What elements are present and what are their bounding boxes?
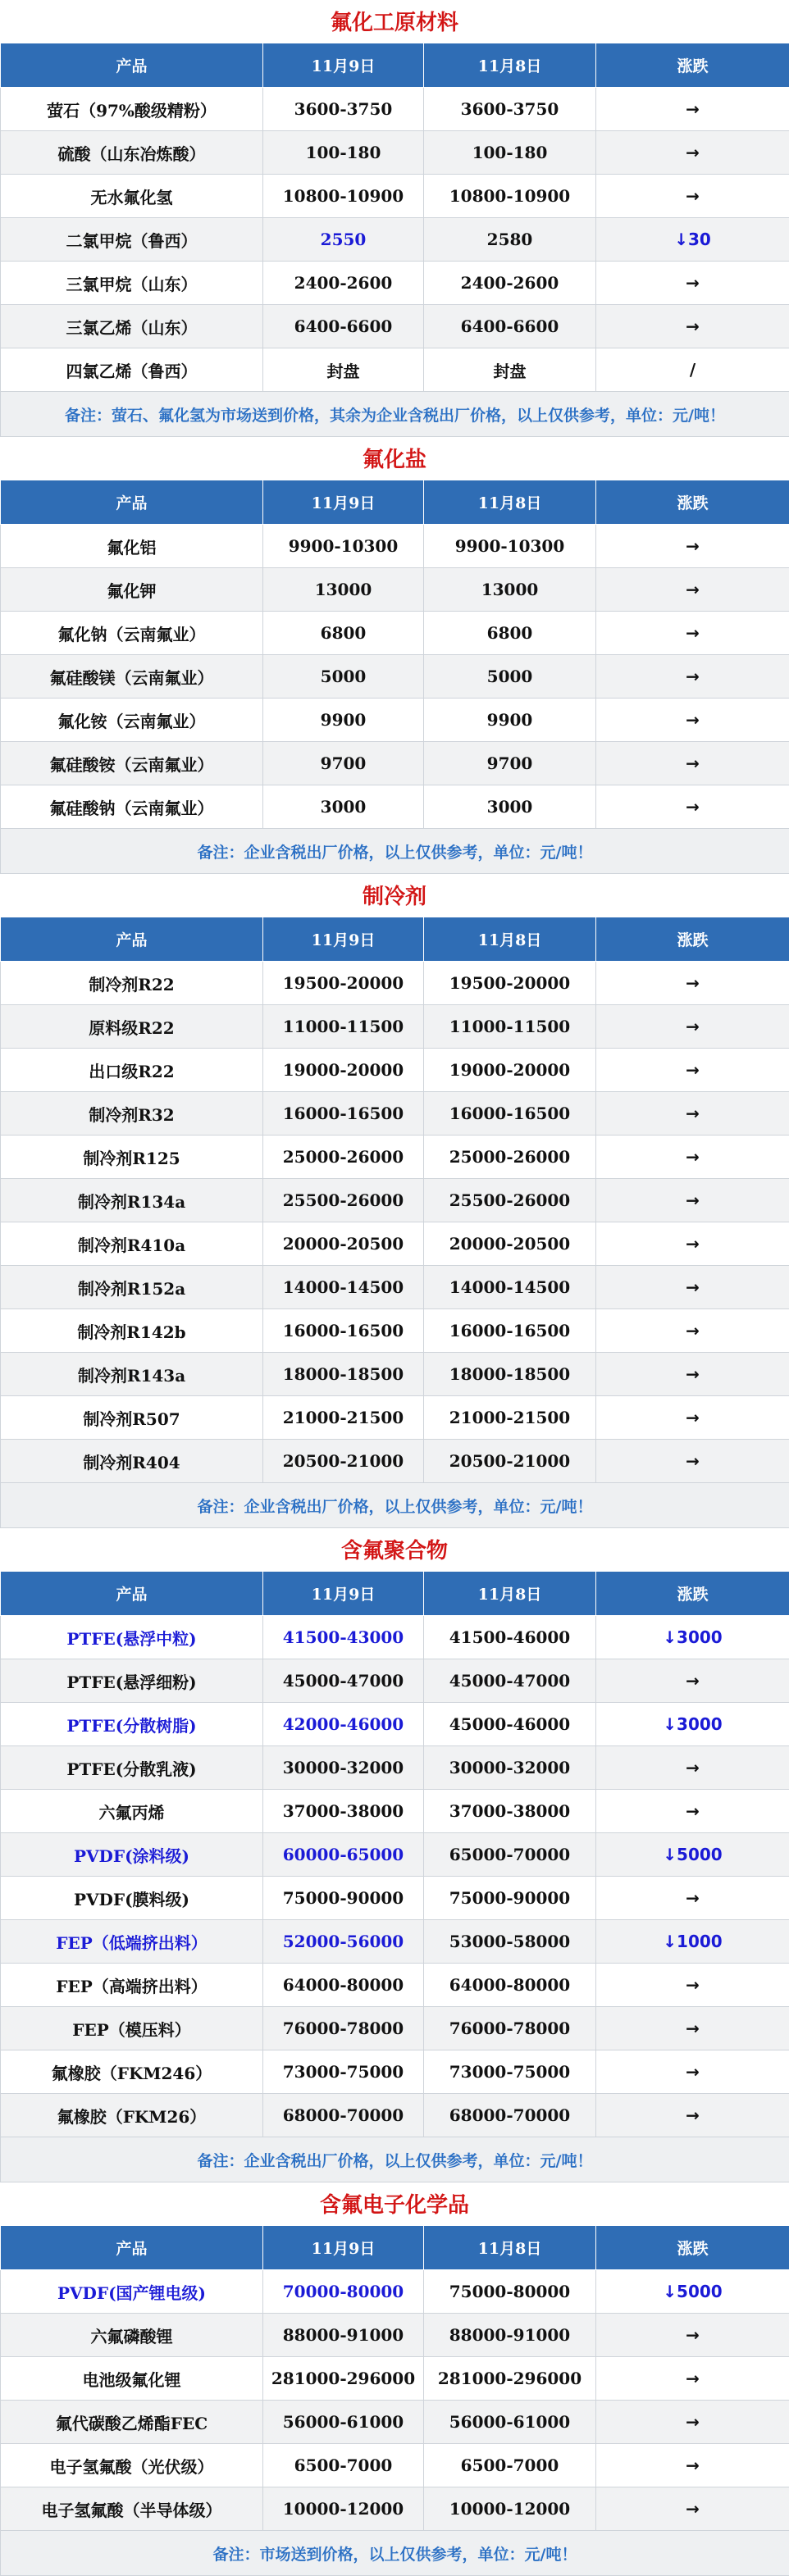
price-nov8: 14000-14500 [424,1266,596,1309]
price-nov9: 14000-14500 [263,1266,424,1309]
price-nov8: 11000-11500 [424,1005,596,1049]
price-change: / [596,348,789,392]
product-name: 出口级R22 [1,1049,263,1092]
price-change: ↓5000 [596,1833,789,1877]
price-change: → [596,1222,789,1266]
table-row [1,348,789,392]
table-row [1,742,789,785]
price-change: ↓3000 [596,1703,789,1746]
section-note: 备注：萤石、氟化氢为市场送到价格，其余为企业含税出厂价格，以上仅供参考，单位：元/吨！ [1,392,789,437]
product-name: 萤石（97%酸级精粉） [1,88,263,131]
price-nov8: 68000-70000 [424,2094,596,2137]
price-nov9: 42000-46000 [263,1703,424,1746]
table-row [1,1440,789,1483]
col-nov9-header: 11月9日 [263,917,424,962]
col-nov8-header: 11月8日 [424,917,596,962]
table-row [1,962,789,1005]
price-change: → [596,962,789,1005]
table-row [1,1353,789,1396]
product-name: 氟化钠（云南氟业） [1,612,263,655]
col-nov8-header: 11月8日 [424,2226,596,2270]
table-row [1,1049,789,1092]
col-nov9-header: 11月9日 [263,480,424,525]
product-name: 氟化钾 [1,568,263,612]
price-change: → [596,262,789,305]
section-title: 氟化盐 [0,437,789,480]
price-change: ↓3000 [596,1616,789,1659]
price-change: ↓5000 [596,2270,789,2314]
price-nov8: 45000-46000 [424,1703,596,1746]
note-row [1,1483,789,1528]
price-change: → [596,1092,789,1136]
table-row [1,1703,789,1746]
table-row [1,785,789,829]
price-change: → [596,1005,789,1049]
price-nov8: 25000-26000 [424,1136,596,1179]
price-nov9: 76000-78000 [263,2007,424,2050]
col-change-header: 涨跌 [596,917,789,962]
product-name: PVDF(膜料级) [1,1877,263,1920]
product-name: PVDF(涂料级) [1,1833,263,1877]
price-nov9: 16000-16500 [263,1309,424,1353]
table-row [1,2270,789,2314]
table-row [1,612,789,655]
product-name: 制冷剂R134a [1,1179,263,1222]
table-row [1,1005,789,1049]
price-nov9: 20500-21000 [263,1440,424,1483]
product-name: 制冷剂R22 [1,962,263,1005]
price-change: → [596,88,789,131]
price-nov8: 6800 [424,612,596,655]
table-row [1,525,789,568]
price-change: ↓1000 [596,1920,789,1964]
product-name: 制冷剂R32 [1,1092,263,1136]
product-name: 电池级氟化锂 [1,2357,263,2401]
price-nov8: 73000-75000 [424,2050,596,2094]
price-nov8: 56000-61000 [424,2401,596,2444]
price-nov8: 6400-6600 [424,305,596,348]
price-nov9: 9700 [263,742,424,785]
price-change: → [596,2401,789,2444]
price-nov9: 45000-47000 [263,1659,424,1703]
table-row [1,1877,789,1920]
section-note: 备注：企业含税出厂价格，以上仅供参考，单位：元/吨！ [1,1483,789,1528]
price-nov9: 6500-7000 [263,2444,424,2487]
table-row [1,699,789,742]
price-nov8: 30000-32000 [424,1746,596,1790]
price-nov9: 3000 [263,785,424,829]
price-nov8: 21000-21500 [424,1396,596,1440]
price-nov9: 19000-20000 [263,1049,424,1092]
product-name: FEP（高端挤出料） [1,1964,263,2007]
note-row [1,392,789,437]
product-name: FEP（模压料） [1,2007,263,2050]
col-change-header: 涨跌 [596,43,789,88]
table-row [1,175,789,218]
table-row [1,262,789,305]
price-nov8: 3000 [424,785,596,829]
price-nov8: 9900-10300 [424,525,596,568]
product-name: PVDF(国产锂电级) [1,2270,263,2314]
table-row [1,2357,789,2401]
price-nov9: 21000-21500 [263,1396,424,1440]
product-name: 原料级R22 [1,1005,263,1049]
price-nov9: 41500-43000 [263,1616,424,1659]
price-change: → [596,568,789,612]
price-nov8: 13000 [424,568,596,612]
price-nov8: 5000 [424,655,596,699]
product-name: 氟硅酸钠（云南氟业） [1,785,263,829]
price-nov8: 25500-26000 [424,1179,596,1222]
price-change: → [596,1353,789,1396]
product-name: 制冷剂R507 [1,1396,263,1440]
price-nov9: 88000-91000 [263,2314,424,2357]
price-nov9: 6800 [263,612,424,655]
price-nov9: 56000-61000 [263,2401,424,2444]
product-name: 电子氢氟酸（半导体级） [1,2487,263,2531]
price-table [0,917,789,1528]
price-nov9: 19500-20000 [263,962,424,1005]
table-row [1,2314,789,2357]
price-change: → [596,131,789,175]
price-nov9: 10800-10900 [263,175,424,218]
product-name: 制冷剂R404 [1,1440,263,1483]
price-nov8: 65000-70000 [424,1833,596,1877]
price-nov9: 9900-10300 [263,525,424,568]
price-change: → [596,2487,789,2531]
price-change: → [596,1396,789,1440]
product-name: 三氯乙烯（山东） [1,305,263,348]
table-row [1,1964,789,2007]
price-nov9: 25500-26000 [263,1179,424,1222]
table-row [1,1266,789,1309]
table-header-row [1,480,789,525]
product-name: 制冷剂R152a [1,1266,263,1309]
price-nov9: 2400-2600 [263,262,424,305]
price-nov8: 2400-2600 [424,262,596,305]
price-nov9: 68000-70000 [263,2094,424,2137]
table-row [1,1790,789,1833]
price-nov8: 53000-58000 [424,1920,596,1964]
product-name: 四氯乙烯（鲁西） [1,348,263,392]
price-nov8: 75000-80000 [424,2270,596,2314]
price-nov9: 73000-75000 [263,2050,424,2094]
col-product-header: 产品 [1,917,263,962]
col-nov8-header: 11月8日 [424,43,596,88]
price-change: → [596,525,789,568]
price-nov9: 75000-90000 [263,1877,424,1920]
price-nov8: 18000-18500 [424,1353,596,1396]
price-change: → [596,2094,789,2137]
price-nov8: 64000-80000 [424,1964,596,2007]
section-title: 含氟聚合物 [0,1528,789,1571]
price-nov8: 封盘 [424,348,596,392]
price-change: → [596,2444,789,2487]
col-product-header: 产品 [1,43,263,88]
product-name: 三氯甲烷（山东） [1,262,263,305]
price-nov8: 41500-46000 [424,1616,596,1659]
table-row [1,305,789,348]
price-change: → [596,1659,789,1703]
product-name: PTFE(分散树脂) [1,1703,263,1746]
table-header-row [1,43,789,88]
col-product-header: 产品 [1,1572,263,1616]
price-nov8: 37000-38000 [424,1790,596,1833]
section-note: 备注：市场送到价格，以上仅供参考，单位：元/吨！ [1,2531,789,2576]
table-row [1,2487,789,2531]
section-title: 制冷剂 [0,874,789,917]
note-row [1,829,789,874]
price-nov9: 52000-56000 [263,1920,424,1964]
col-nov9-header: 11月9日 [263,1572,424,1616]
price-change: → [596,175,789,218]
product-name: 氟橡胶（FKM26） [1,2094,263,2137]
table-header-row [1,1572,789,1616]
price-change: → [596,1790,789,1833]
product-name: 氟橡胶（FKM246） [1,2050,263,2094]
price-nov8: 9900 [424,699,596,742]
price-nov9: 6400-6600 [263,305,424,348]
table-row [1,2094,789,2137]
product-name: 制冷剂R125 [1,1136,263,1179]
price-change: → [596,785,789,829]
col-change-header: 涨跌 [596,480,789,525]
price-nov8: 10800-10900 [424,175,596,218]
price-change: → [596,2314,789,2357]
note-row [1,2137,789,2182]
price-nov8: 20000-20500 [424,1222,596,1266]
product-name: 制冷剂R410a [1,1222,263,1266]
price-change: ↓30 [596,218,789,262]
price-nov9: 11000-11500 [263,1005,424,1049]
table-row [1,1396,789,1440]
product-name: 氟化铵（云南氟业） [1,699,263,742]
table-row [1,1179,789,1222]
price-change: → [596,1309,789,1353]
price-nov8: 100-180 [424,131,596,175]
price-nov9: 60000-65000 [263,1833,424,1877]
price-nov8: 19500-20000 [424,962,596,1005]
price-nov8: 45000-47000 [424,1659,596,1703]
price-change: → [596,1964,789,2007]
price-nov9: 10000-12000 [263,2487,424,2531]
product-name: PTFE(悬浮细粉) [1,1659,263,1703]
table-row [1,655,789,699]
col-product-header: 产品 [1,2226,263,2270]
price-change: → [596,655,789,699]
price-change: → [596,1179,789,1222]
price-nov9: 25000-26000 [263,1136,424,1179]
price-nov8: 16000-16500 [424,1309,596,1353]
table-row [1,1092,789,1136]
table-row [1,218,789,262]
note-row [1,2531,789,2576]
price-nov9: 16000-16500 [263,1092,424,1136]
price-nov9: 37000-38000 [263,1790,424,1833]
section-note: 备注：企业含税出厂价格，以上仅供参考，单位：元/吨！ [1,2137,789,2182]
price-nov9: 2550 [263,218,424,262]
price-nov9: 20000-20500 [263,1222,424,1266]
product-name: PTFE(分散乳液) [1,1746,263,1790]
price-table [0,1571,789,2182]
price-nov8: 16000-16500 [424,1092,596,1136]
price-nov8: 2580 [424,218,596,262]
price-table [0,2225,789,2576]
price-change: → [596,699,789,742]
product-name: 制冷剂R142b [1,1309,263,1353]
price-nov9: 100-180 [263,131,424,175]
price-nov8: 281000-296000 [424,2357,596,2401]
price-change: → [596,742,789,785]
price-nov9: 5000 [263,655,424,699]
price-nov9: 封盘 [263,348,424,392]
table-row [1,1746,789,1790]
product-name: 氟硅酸铵（云南氟业） [1,742,263,785]
product-name: 氟硅酸镁（云南氟业） [1,655,263,699]
price-nov8: 9700 [424,742,596,785]
col-nov9-header: 11月9日 [263,43,424,88]
price-change: → [596,1136,789,1179]
table-row [1,1920,789,1964]
col-change-header: 涨跌 [596,1572,789,1616]
col-nov8-header: 11月8日 [424,1572,596,1616]
price-change: → [596,1746,789,1790]
price-change: → [596,2357,789,2401]
price-nov9: 18000-18500 [263,1353,424,1396]
product-name: 硫酸（山东冶炼酸） [1,131,263,175]
price-nov8: 75000-90000 [424,1877,596,1920]
section-note: 备注：企业含税出厂价格，以上仅供参考，单位：元/吨！ [1,829,789,874]
price-change: → [596,2050,789,2094]
price-nov9: 281000-296000 [263,2357,424,2401]
price-change: → [596,2007,789,2050]
price-change: → [596,1049,789,1092]
table-row [1,1659,789,1703]
price-nov8: 3600-3750 [424,88,596,131]
table-row [1,1833,789,1877]
table-row [1,88,789,131]
price-change: → [596,1440,789,1483]
price-change: → [596,1877,789,1920]
col-nov8-header: 11月8日 [424,480,596,525]
price-change: → [596,305,789,348]
product-name: 六氟磷酸锂 [1,2314,263,2357]
table-header-row [1,917,789,962]
table-row [1,1136,789,1179]
table-row [1,131,789,175]
col-change-header: 涨跌 [596,2226,789,2270]
product-name: PTFE(悬浮中粒) [1,1616,263,1659]
table-row [1,2444,789,2487]
price-nov9: 13000 [263,568,424,612]
col-nov9-header: 11月9日 [263,2226,424,2270]
product-name: 氟化铝 [1,525,263,568]
col-product-header: 产品 [1,480,263,525]
price-nov9: 64000-80000 [263,1964,424,2007]
product-name: 电子氢氟酸（光伏级） [1,2444,263,2487]
product-name: 制冷剂R143a [1,1353,263,1396]
table-header-row [1,2226,789,2270]
product-name: 氟代碳酸乙烯酯FEC [1,2401,263,2444]
price-nov8: 10000-12000 [424,2487,596,2531]
price-nov9: 3600-3750 [263,88,424,131]
price-nov8: 6500-7000 [424,2444,596,2487]
table-row [1,2007,789,2050]
price-change: → [596,612,789,655]
table-row [1,1309,789,1353]
price-nov9: 70000-80000 [263,2270,424,2314]
price-nov8: 88000-91000 [424,2314,596,2357]
price-nov8: 19000-20000 [424,1049,596,1092]
product-name: 无水氟化氢 [1,175,263,218]
product-name: 六氟丙烯 [1,1790,263,1833]
section-title: 含氟电子化学品 [0,2182,789,2225]
table-row [1,2050,789,2094]
section-title: 氟化工原材料 [0,0,789,43]
table-row [1,1222,789,1266]
price-nov9: 9900 [263,699,424,742]
price-table [0,43,789,437]
price-nov9: 30000-32000 [263,1746,424,1790]
price-nov8: 20500-21000 [424,1440,596,1483]
price-table [0,480,789,874]
table-row [1,568,789,612]
product-name: 二氯甲烷（鲁西） [1,218,263,262]
table-row [1,1616,789,1659]
table-row [1,2401,789,2444]
product-name: FEP（低端挤出料） [1,1920,263,1964]
price-change: → [596,1266,789,1309]
price-nov8: 76000-78000 [424,2007,596,2050]
